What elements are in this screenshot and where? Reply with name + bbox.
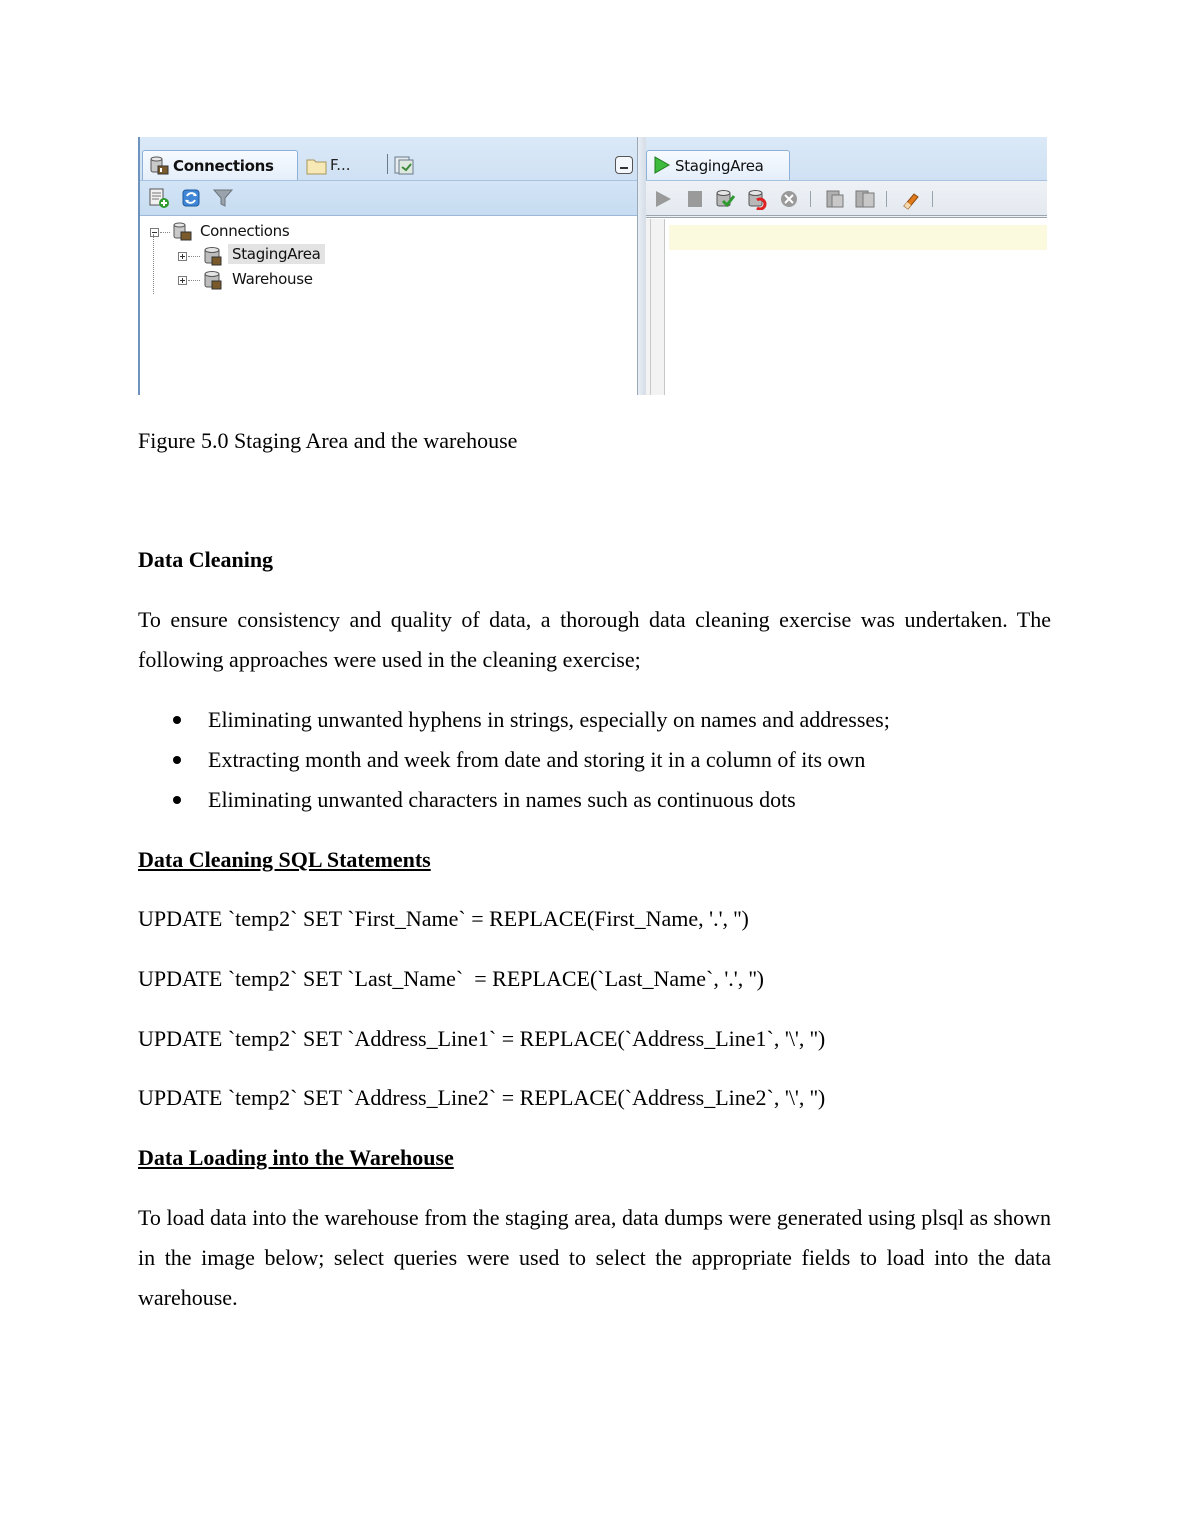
cancel-icon[interactable] xyxy=(778,188,800,210)
editor-gutter xyxy=(646,219,665,395)
sql-statement: UPDATE `temp2` SET `Last_Name` = REPLACE(`Last_Name`, '.', '') xyxy=(138,966,765,991)
tab-separator xyxy=(387,154,388,174)
section-heading-sql: Data Cleaning SQL Statements xyxy=(138,847,431,872)
connections-icon xyxy=(172,221,194,243)
sql-statement: UPDATE `temp2` SET `Address_Line2` = REPLACE(`Address_Line2`, '\', '') xyxy=(138,1085,826,1110)
collapse-toggle[interactable] xyxy=(150,228,159,237)
section-heading-cleaning: Data Cleaning xyxy=(138,547,274,572)
commit-icon[interactable] xyxy=(714,188,736,210)
database-icon xyxy=(202,245,224,267)
tree-node-stagingarea[interactable] xyxy=(148,245,398,267)
worksheet-tab-bar xyxy=(646,137,1047,181)
figure-caption: Figure 5.0 Staging Area and the warehouse xyxy=(138,428,518,453)
cleaning-intro-paragraph: To ensure consistency and quality of data, a thorough data cleaning exercise was undertaken. The following approaches were used in the cleaning exercise; xyxy=(138,607,1051,672)
folder-icon xyxy=(306,156,328,176)
tab-files-label: F... xyxy=(330,156,351,174)
tree-item-label: Warehouse xyxy=(232,270,313,288)
tab-connections[interactable] xyxy=(142,150,298,180)
connections-panel xyxy=(138,137,641,395)
worksheet-tab-label: StagingArea xyxy=(675,157,764,175)
list-item: Eliminating unwanted hyphens in strings, especially on names and addresses; xyxy=(138,700,1051,740)
reports-icon xyxy=(393,154,417,176)
section-heading-loading: Data Loading into the Warehouse xyxy=(138,1145,454,1170)
tree-node-connections[interactable] xyxy=(148,221,348,243)
tab-stagingarea[interactable] xyxy=(646,150,790,180)
worksheet-panel xyxy=(646,137,1047,395)
list-item: Extracting month and week from date and storing it in a column of its own xyxy=(138,740,1051,780)
editor-current-line[interactable] xyxy=(669,225,1047,250)
filter-icon[interactable] xyxy=(212,187,234,209)
loading-paragraph: To load data into the warehouse from the staging area, data dumps were generated using plsql as shown in the image below; select queries were used to select the appropriate fields to load into the data warehouse. xyxy=(138,1205,1051,1310)
tree-root-label: Connections xyxy=(200,222,290,240)
sql-tuning-icon[interactable] xyxy=(824,188,846,210)
list-item: Eliminating unwanted characters in names such as continuous dots xyxy=(138,780,1051,820)
run-statement-icon[interactable] xyxy=(652,188,674,210)
refresh-icon[interactable] xyxy=(180,187,202,209)
tab-connections-label: Connections xyxy=(173,157,274,175)
tab-reports[interactable] xyxy=(393,154,417,180)
sql-statement: UPDATE `temp2` SET `Address_Line1` = REPLACE(`Address_Line1`, '\', '') xyxy=(138,1026,826,1051)
explain-plan-icon[interactable] xyxy=(854,188,876,210)
connections-toolbar xyxy=(140,181,641,216)
new-connection-icon[interactable] xyxy=(148,187,170,209)
worksheet-toolbar xyxy=(646,181,1047,218)
minimize-button[interactable] xyxy=(615,156,633,174)
connections-icon xyxy=(149,155,171,177)
run-script-icon[interactable] xyxy=(684,188,706,210)
tree-node-warehouse[interactable] xyxy=(148,269,398,291)
clear-icon[interactable] xyxy=(900,188,922,210)
expand-toggle[interactable] xyxy=(178,252,187,261)
connections-tab-bar xyxy=(140,137,641,181)
tree-item-label: StagingArea xyxy=(228,244,325,264)
expand-toggle[interactable] xyxy=(178,276,187,285)
run-arrow-icon xyxy=(652,155,672,175)
cleaning-approaches-list xyxy=(138,700,1051,820)
sql-developer-screenshot xyxy=(138,137,1047,395)
rollback-icon[interactable] xyxy=(746,188,768,210)
sql-statement: UPDATE `temp2` SET `First_Name` = REPLACE(First_Name, '.', '') xyxy=(138,906,749,931)
database-icon xyxy=(202,269,224,291)
